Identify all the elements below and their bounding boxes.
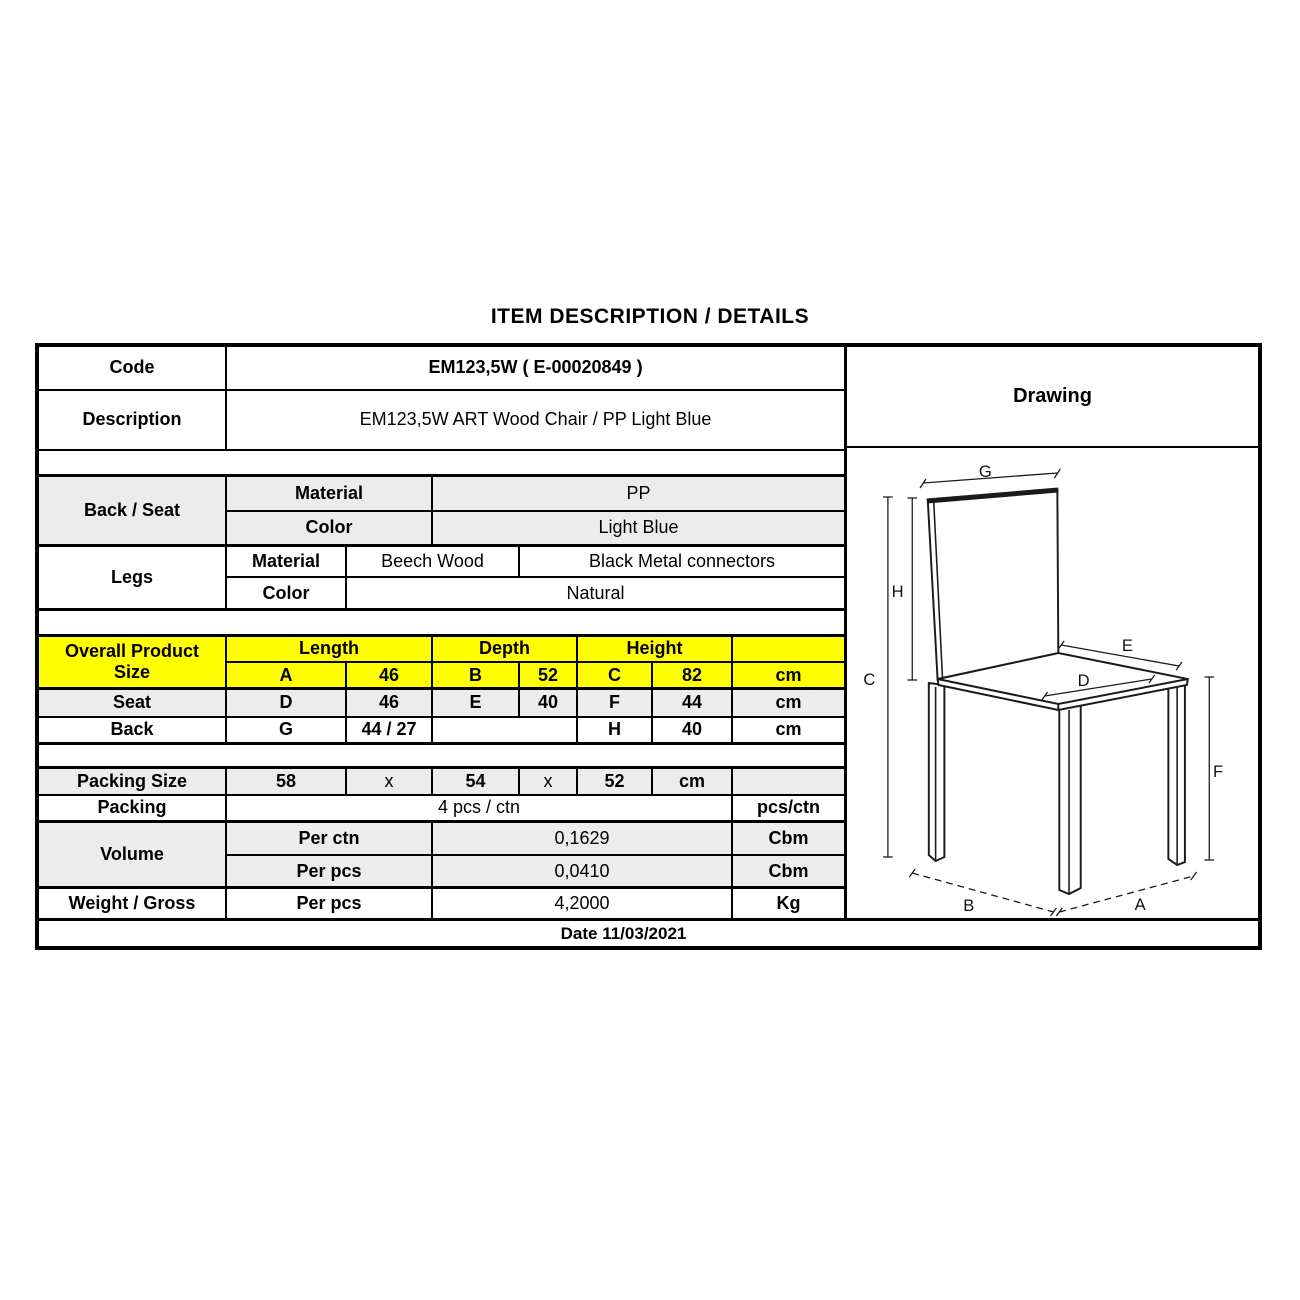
packing-label: Packing [39,795,226,822]
page-title: ITEM DESCRIPTION / DETAILS [490,305,810,328]
weight-per-pcs-label: Per pcs [226,888,432,918]
seat-depth-value: 40 [519,689,577,717]
seat-label: Seat [39,689,226,717]
back-length-key: G [226,717,346,744]
code-label: Code [39,347,226,390]
size-header-row [39,635,844,662]
dim-label-b: B [963,895,975,916]
seat-length-key: D [226,689,346,717]
legs-material-label: Material [226,545,346,577]
overall-unit: cm [732,662,844,689]
volume-per-ctn-value: 0,1629 [432,821,732,854]
packing-size-row [39,768,844,795]
item-details-table [39,347,844,918]
spacer-row [39,743,844,768]
back-label: Back [39,717,226,744]
volume-label: Volume [39,821,226,887]
weight-row [39,888,844,918]
depth-header: Depth [432,635,577,662]
height-header: Height [577,635,732,662]
packing-row [39,795,844,822]
description-row [39,390,844,450]
packing-size-dim1: 58 [226,768,346,795]
packing-size-dim3: 52 [577,768,652,795]
back-seat-color-value: Light Blue [432,511,844,545]
drawing-header: Drawing [847,347,1258,448]
packing-size-sep2: x [519,768,577,795]
legs-color-label: Color [226,577,346,609]
seat-height-value: 44 [652,689,732,717]
packing-size-sep1: x [346,768,432,795]
description-label: Description [39,390,226,450]
back-unit: cm [732,717,844,744]
overall-length-key: A [226,662,346,689]
legs-material-value-1: Beech Wood [346,545,519,577]
packing-unit: pcs/ctn [732,795,844,822]
weight-unit: Kg [732,888,844,918]
back-seat-label: Back / Seat [39,476,226,546]
volume-per-pcs-unit: Cbm [732,855,844,888]
volume-per-pcs-label: Per pcs [226,855,432,888]
seat-length-value: 46 [346,689,432,717]
code-value: EM123,5W ( E-00020849 ) [226,347,844,390]
overall-depth-key: B [432,662,519,689]
back-length-value: 44 / 27 [346,717,432,744]
volume-per-ctn-row [39,821,844,854]
dim-label-e: E [1121,635,1134,656]
back-seat-color-label: Color [226,511,432,545]
dim-label-g: G [978,461,992,482]
chair-drawing [847,448,1258,918]
volume-per-ctn-label: Per ctn [226,821,432,854]
overall-depth-value: 52 [519,662,577,689]
date-row: Date 11/03/2021 [39,918,1258,946]
weight-label: Weight / Gross [39,888,226,918]
packing-size-unit: cm [652,768,732,795]
spacer-row [39,450,844,476]
spacer-row [39,609,844,635]
seat-size-row [39,689,844,717]
description-value: EM123,5W ART Wood Chair / PP Light Blue [226,390,844,450]
dim-label-d: D [1077,670,1090,691]
legs-material-row [39,545,844,577]
seat-height-key: F [577,689,652,717]
back-height-value: 40 [652,717,732,744]
chair-drawing-svg [847,448,1258,918]
seat-unit: cm [732,689,844,717]
weight-value: 4,2000 [432,888,732,918]
back-height-key: H [577,717,652,744]
overall-height-key: C [577,662,652,689]
packing-size-dim2: 54 [432,768,519,795]
legs-color-value: Natural [346,577,844,609]
code-row [39,347,844,390]
overall-product-size-label: Overall Product Size [39,635,226,689]
chair-legs [929,683,1185,894]
volume-per-ctn-unit: Cbm [732,821,844,854]
dim-label-a: A [1134,894,1146,915]
seat-depth-key: E [432,689,519,717]
legs-material-value-2: Black Metal connectors [519,545,844,577]
back-depth-empty [432,717,577,744]
length-header: Length [226,635,432,662]
back-seat-material-label: Material [226,476,432,511]
volume-per-pcs-value: 0,0410 [432,855,732,888]
chair-backrest [927,490,1058,679]
back-seat-material-value: PP [432,476,844,511]
dim-label-h: H [891,581,904,602]
legs-label: Legs [39,545,226,609]
overall-height-value: 82 [652,662,732,689]
drawing-panel [844,347,1258,918]
dim-label-f: F [1213,761,1224,782]
back-size-row [39,717,844,744]
dim-label-c: C [863,669,876,690]
packing-value: 4 pcs / ctn [226,795,732,822]
spec-sheet-table [35,343,1262,950]
packing-size-label: Packing Size [39,768,226,795]
back-seat-material-row [39,476,844,511]
overall-length-value: 46 [346,662,432,689]
